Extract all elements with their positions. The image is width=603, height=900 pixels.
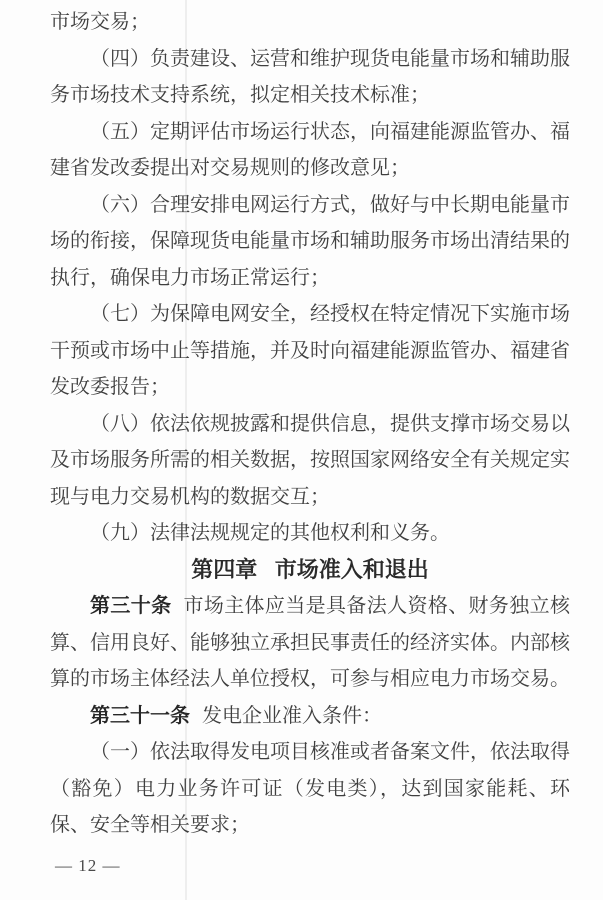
clause-item-1: （一）依法取得发电项目核准或者备案文件，依法取得（豁免）电力业务许可证（发电类），达到国家能耗、环保、安全等相关要求；	[50, 741, 570, 836]
page-number: — 12 —	[55, 856, 121, 875]
chapter-heading	[50, 552, 570, 589]
article-30-text: 市场主体应当是具备法人资格、财务独立核算、信用良好、能够独立承担民事责任的经济实体。内部核算的市场主体经法人单位授权，可参与相应电力市场交易。	[50, 595, 571, 690]
clause-item-6: （六）合理安排电网运行方式，做好与中长期电能量市场的衔接，保障现货电能量市场和辅助服务市场出清结果的执行，确保电力市场正常运行；	[50, 193, 570, 289]
clause-item-7: （七）为保障电网安全，经授权在特定情况下实施市场干预或市场中止等措施，并及时向福建能源监管办、福建省发改委报告；	[50, 303, 570, 398]
article-30	[50, 588, 570, 698]
chapter-number: 第四章	[191, 556, 258, 582]
clause-item-5: （五）定期评估市场运行状态，向福建能源监管办、福建省发改委提出对交易规则的修改意见；	[50, 120, 570, 179]
article-31	[50, 698, 570, 735]
clause-item-4: （四）负责建设、运营和维护现货电能量市场和辅助服务市场技术支持系统，拟定相关技术标准；	[50, 47, 570, 106]
continuation-line: 市场交易；	[50, 11, 150, 33]
article-31-text: 发电企业准入条件：	[202, 704, 382, 727]
document-body	[50, 4, 570, 844]
article-31-number: 第三十一条	[90, 704, 190, 727]
clause-item-8: （八）依法依规披露和提供信息，提供支撑市场交易以及市场服务所需的相关数据，按照国家网络安全有关规定实现与电力交易机构的数据交互；	[50, 412, 570, 508]
clause-item-9: （九）法律法规规定的其他权利和义务。	[90, 522, 450, 544]
chapter-title: 市场准入和退出	[274, 556, 429, 582]
article-30-number: 第三十条	[90, 595, 172, 617]
